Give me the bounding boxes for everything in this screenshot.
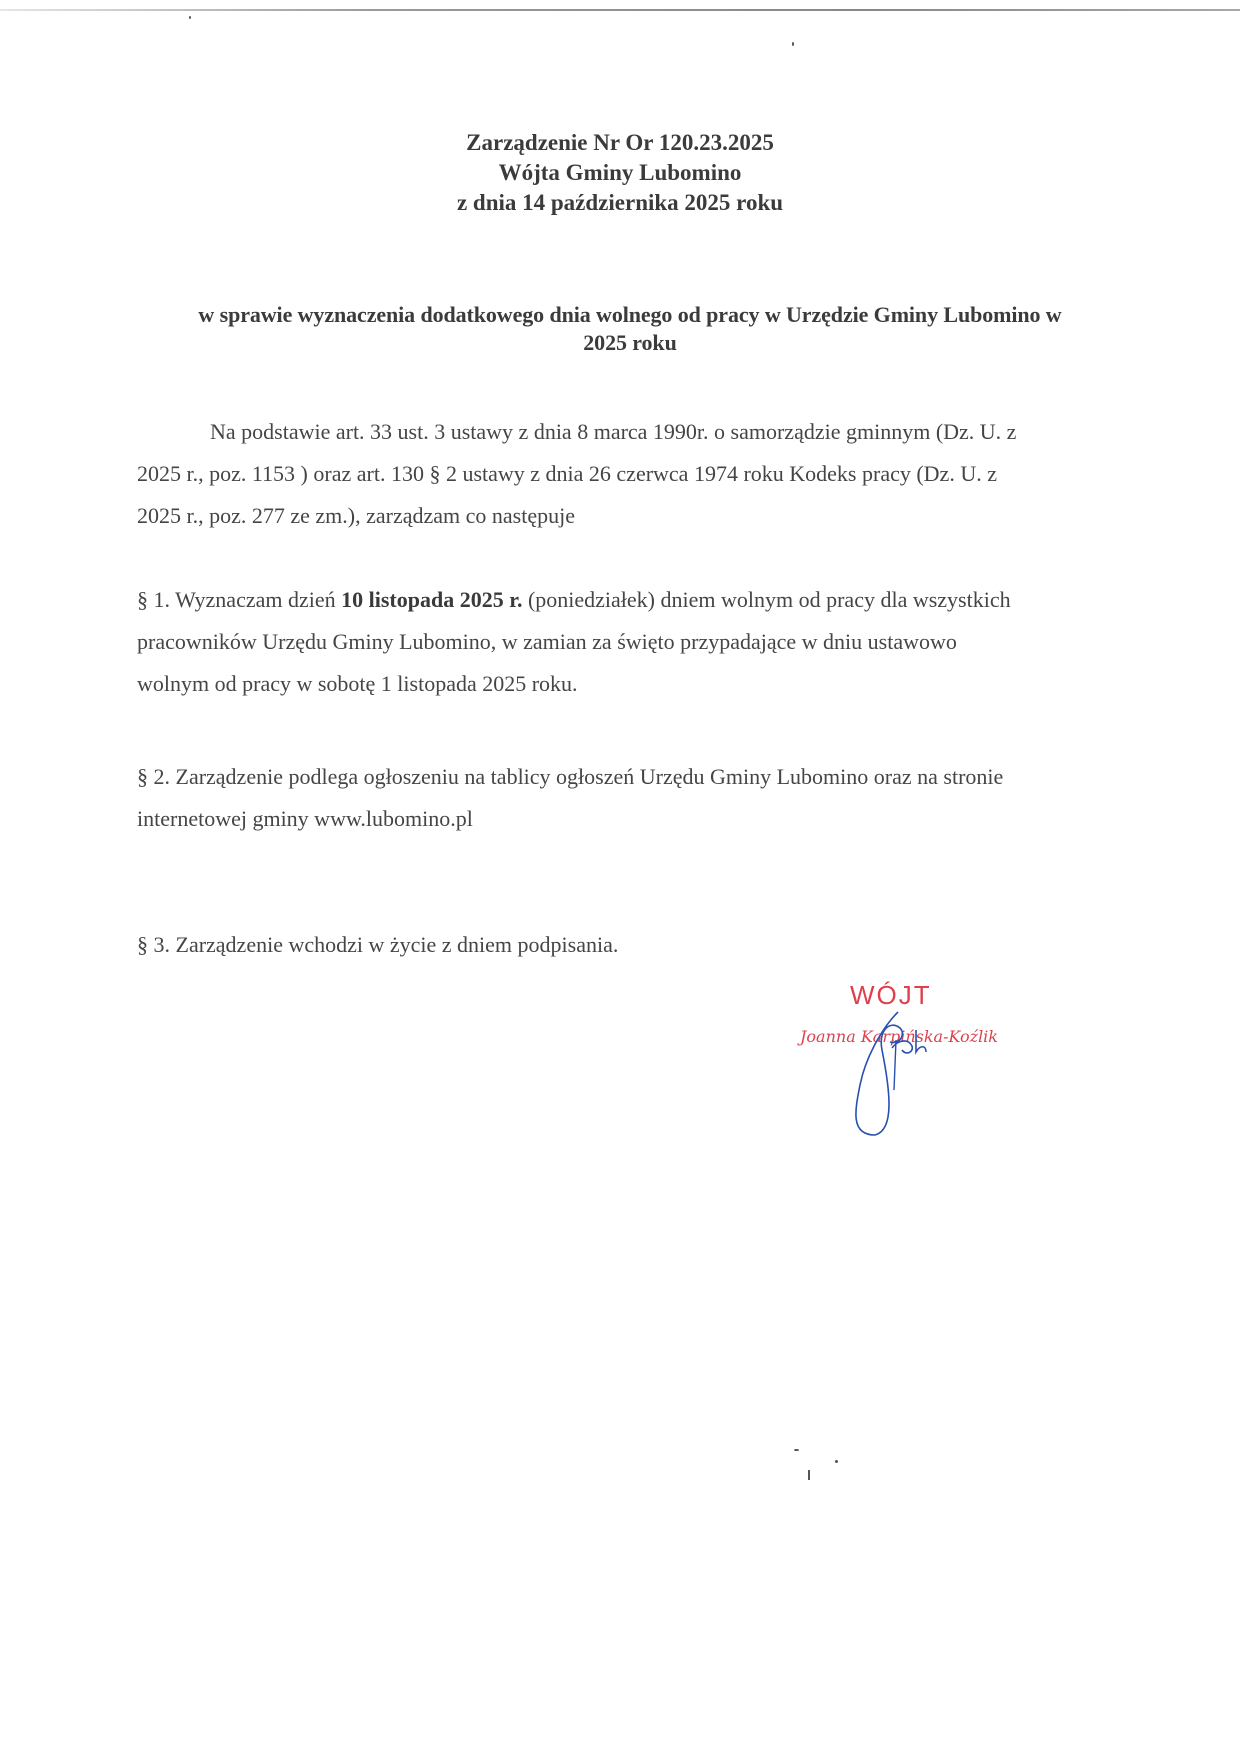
paragraph-line: 2025 r., poz. 1153 ) oraz art. 130 § 2 ustawy z dnia 26 czerwca 1974 roku Kodeks pracy (Dz. U. z: [137, 461, 997, 486]
stamp-title: WÓJT: [850, 980, 932, 1010]
signature-stroke: [894, 1040, 896, 1090]
document-subject: [130, 301, 1130, 357]
paragraph-line: 2025 r., poz. 277 ze zm.), zarządzam co następuje: [137, 503, 575, 528]
section-1-prefix: § 1. Wyznaczam dzień: [137, 587, 342, 612]
scan-dust: [794, 1449, 799, 1451]
scan-dust: [792, 42, 794, 46]
issuer: Wójta Gminy Lubomino: [498, 160, 742, 185]
section-3: [137, 924, 1127, 966]
section-2: [137, 756, 1127, 840]
order-number: Zarządzenie Nr Or 120.23.2025: [466, 130, 774, 155]
scan-dust: [189, 16, 191, 19]
signature-stroke: [856, 1012, 902, 1135]
paragraph-line: [137, 579, 1127, 621]
scan-dust: [835, 1460, 838, 1463]
scan-dust: [808, 1470, 810, 1480]
paragraph-line: wolnym od pracy w sobotę 1 listopada 2025 roku.: [137, 671, 578, 696]
paragraph-line: Na podstawie art. 33 ust. 3 ustawy z dnia 8 marca 1990r. o samorządzie gminnym (Dz. U. z: [210, 419, 1017, 444]
subject-line: 2025 roku: [583, 330, 677, 355]
signature-block: [800, 980, 1030, 1140]
section-1: [137, 579, 1127, 705]
section-1-suffix: (poniedziałek) dniem wolnym od pracy dla wszystkich: [522, 587, 1011, 612]
paragraph-line: § 3. Zarządzenie wchodzi w życie z dniem podpisania.: [137, 932, 619, 957]
paragraph-line: internetowej gminy www.lubomino.pl: [137, 806, 473, 831]
paragraph-line: § 2. Zarządzenie podlega ogłoszeniu na tablicy ogłoszeń Urzędu Gminy Lubomino oraz na stronie: [137, 764, 1004, 789]
legal-basis-paragraph: [137, 411, 1127, 537]
stamp-name: Joanna Karpińska-Koźlik: [800, 1027, 998, 1046]
handwritten-signature: [820, 990, 940, 1140]
subject-line: w sprawie wyznaczenia dodatkowego dnia wolnego od pracy w Urzędzie Gminy Lubomino w: [198, 302, 1062, 327]
document-header: [0, 128, 1240, 218]
issue-date: z dnia 14 października 2025 roku: [456, 190, 784, 215]
day-off-date: 10 listopada 2025 r.: [341, 587, 523, 612]
scan-edge-line: [0, 9, 1240, 11]
paragraph-line: pracowników Urzędu Gminy Lubomino, w zamian za święto przypadające w dniu ustawowo: [137, 629, 957, 654]
